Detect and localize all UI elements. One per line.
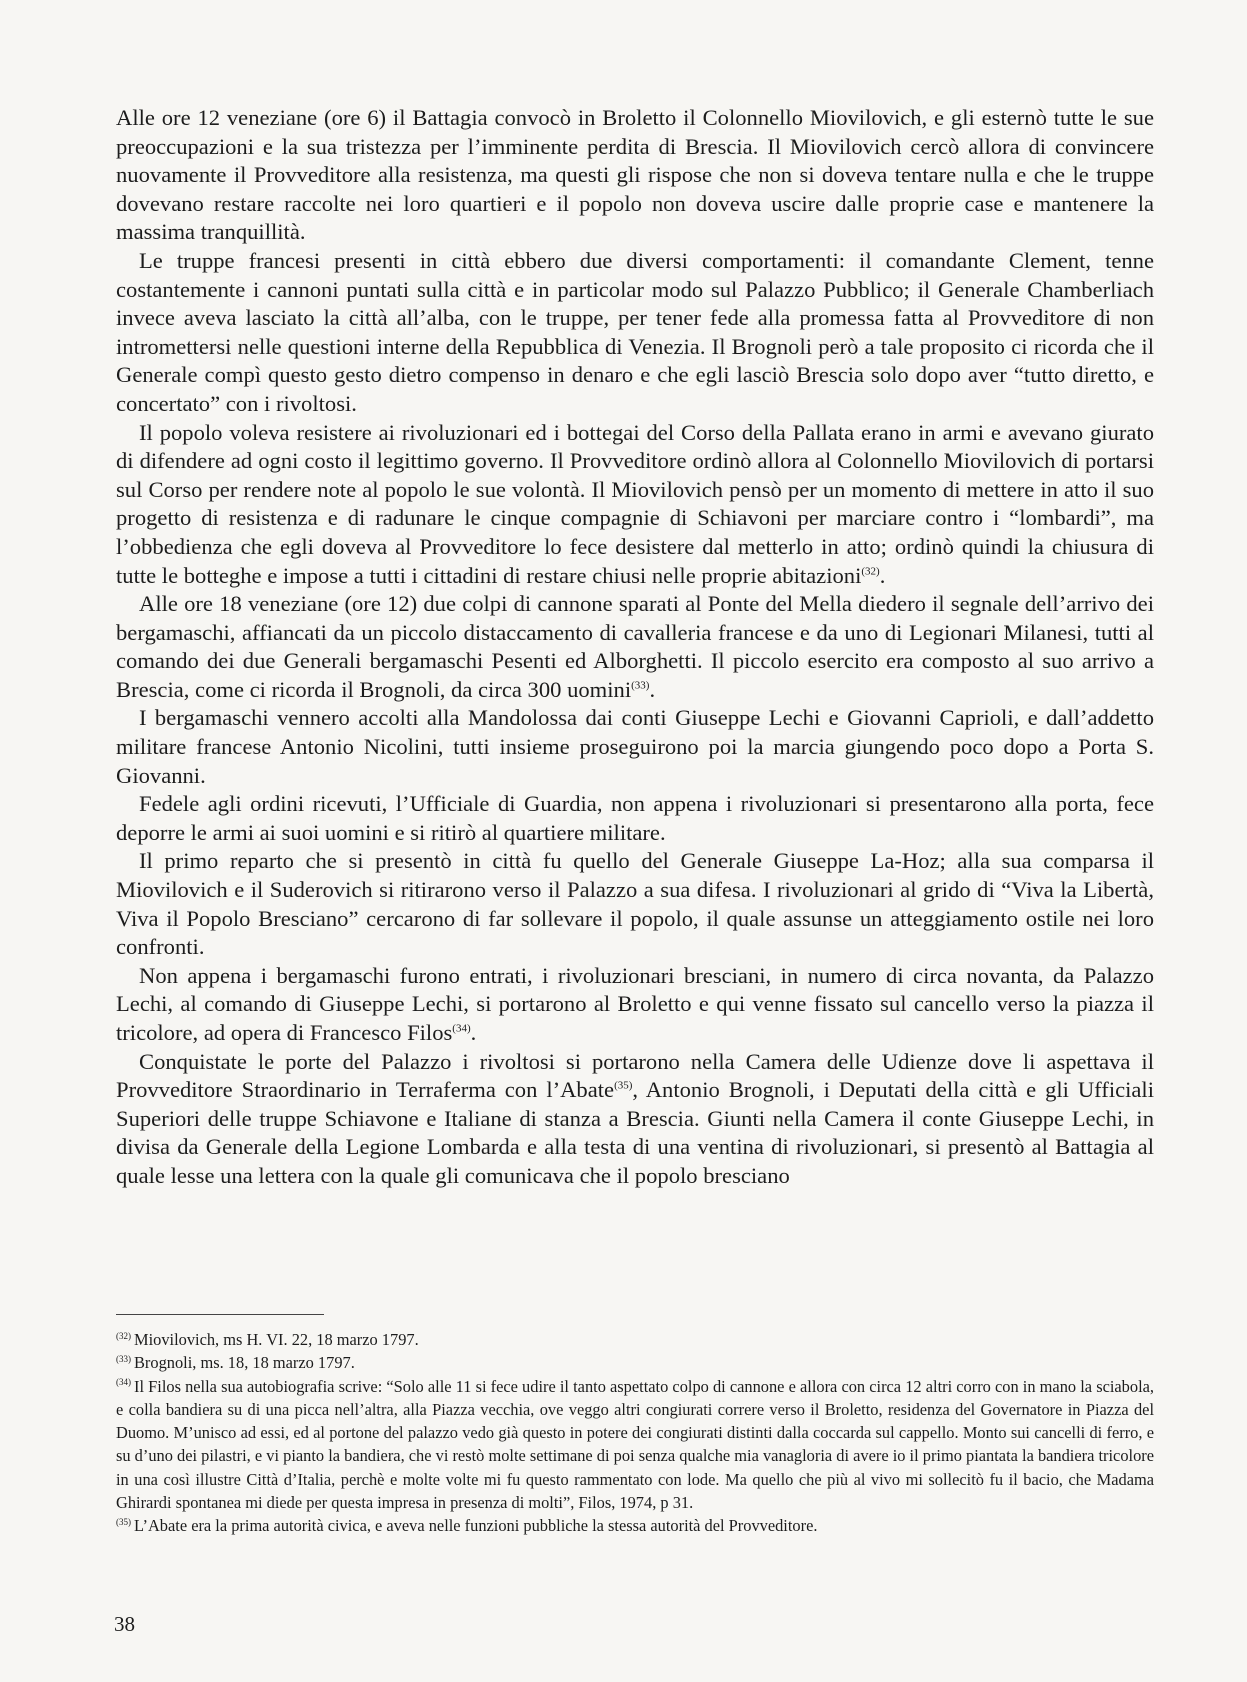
footnote-32 [116,1328,1154,1351]
paragraph-3-text: Il popolo voleva resistere ai rivoluzionari ed i bottegai del Corso della Pallata erano in armi e avevano giurato di difendere ad ogni costo il legittimo governo. Il Provveditore ordinò allora al Colonnello Miovilovich di portarsi sul Corso per rendere note al popolo le sue volontà. Il Miovilovich pensò per un momento di mettere in atto il suo progetto di resistenza e di radunare le cinque compagnie di Schiavoni per marciare contro i “lombardi”, ma l’obbedienza che egli doveva al Provveditore lo fece desistere dal metterlo in atto; ordinò quindi la chiusura di tutte le botteghe e impose a tutti i cittadini di restare chiusi nelle proprie abitazioni [116,419,1154,588]
footnote-35 [116,1514,1154,1537]
footnote-ref-35: (35) [614,1079,633,1092]
footnote-33 [116,1351,1154,1374]
footnote-ref-34: (34) [452,1022,471,1035]
paragraph-2-text: Le truppe francesi presenti in città ebbero due diversi comportamenti: il comandante Clement, tenne costantemente i cannoni puntati sulla città e in particolar modo sul Palazzo Pubblico; il Generale Chamberliach invece aveva lasciato la città all’alba, con le truppe, per tener fede alla promessa fatta al Provveditore di non intromettersi nelle questioni interne della Repubblica di Venezia. Il Brognoli però a tale proposito ci ricorda che il Generale compì questo gesto dietro compenso in denaro e che egli lasciò Brescia solo dopo aver “tutto diretto, e concertato” con i rivoltosi. [116,247,1154,416]
footnote-mark: (32) [116,1330,131,1341]
paragraph-6 [116,790,1154,847]
paragraph-4-tail: . [649,676,656,702]
paragraph-5-text: I bergamaschi vennero accolti alla Mandolossa dai conti Giuseppe Lechi e Giovanni Caprioli, e dall’addetto militare francese Antonio Nicolini, tutti insieme proseguirono poi la marcia giungendo poco dopo a Porta S. Giovanni. [116,705,1154,788]
footnotes [116,1328,1154,1538]
footnote-text: Brognoli, ms. 18, 18 marzo 1797. [134,1353,355,1373]
paragraph-8-tail: . [470,1020,477,1045]
paragraph-9 [116,1048,1154,1191]
footnote-text: Il Filos nella sua autobiografia scrive: “Solo alle 11 si fece udire il tanto aspettato colpo di cannone e allora con circa 12 altri corro con in mano la sciabola, e colla bandiera su di una picca nell’altra, alla Piazza vecchia, ove veggo altri congiurati correre verso il Broletto, residenza del Governatore in Piazza del Duomo. M’unisco ad essi, ed al portone del palazzo vedo già questo in potere dei congiurati distinti dalla coccarda sul cappello. Monto sui cancelli di ferro, e su d’uno dei pilastri, e vi pianto la bandiera, che vi restò molte settimane di poi senza qualche mia vanagloria di avere io il primo piantata la bandiera tricolore in una così illustre Città d’Italia, perchè e molte volte mi fu questo rammentato con lode. Ma quello che più al vivo mi sollecitò fu il bacio, che Madama Ghirardi spontanea mi diede per questa impresa in presenza di molti”, Filos, 1974, p 31. [116,1376,1154,1513]
paragraph-7 [116,847,1154,961]
paragraph-1 [116,104,1154,247]
footnote-ref-32: (32) [861,564,880,577]
footnote-text: L’Abate era la prima autorità civica, e aveva nelle funzioni pubbliche la stessa autorità del Provveditore. [134,1516,818,1536]
paragraph-9-tail: , Antonio Brognoli, i Deputati della città e gli Ufficiali Superiori delle truppe Schiavone e Italiane di stanza a Brescia. Giunti nella Camera il conte Giuseppe Lechi, in divisa da Generale della Legione Lombarda e alla testa di una ventina di rivoluzionari, si presentò al Battagia al quale lesse una lettera con la quale gli comunicava che il popolo bresciano [116,1077,1154,1188]
footnote-mark: (33) [116,1353,131,1364]
body-text [116,104,1154,1191]
paragraph-3-tail: . [879,562,886,588]
paragraph-4 [116,590,1154,704]
paragraph-4-text: Alle ore 18 veneziane (ore 12) due colpi di cannone sparati al Ponte del Mella diedero il segnale dell’arrivo dei bergamaschi, affiancati da un piccolo distaccamento di cavalleria francese e da uno di Legionari Milanesi, tutti al comando dei due Generali bergamaschi Pesenti ed Alborghetti. Il piccolo esercito era composto al suo arrivo a Brescia, come ci ricorda il Brognoli, da circa 300 uomini [116,591,1154,702]
paragraph-8-text: Non appena i bergamaschi furono entrati, i rivoluzionari bresciani, in numero di circa novanta, da Palazzo Lechi, al comando di Giuseppe Lechi, si portarono al Broletto e qui venne fissato sul cancello verso la piazza il tricolore, ad opera di Francesco Filos [116,962,1154,1045]
footnote-mark: (34) [116,1377,131,1388]
paragraph-5 [116,704,1154,790]
paragraph-7-text: Il primo reparto che si presentò in città fu quello del Generale Giuseppe La-Hoz; alla sua comparsa il Miovilovich e il Suderovich si ritirarono verso il Palazzo a sua difesa. I rivoluzionari al grido di “Viva la Libertà, Viva il Popolo Bresciano” cercarono di far sollevare il popolo, il quale assunse un atteggiamento ostile nei loro confronti. [116,848,1154,960]
page-number: 38 [114,1612,135,1636]
paragraph-3 [116,419,1154,591]
footnote-ref-33: (33) [631,679,650,692]
paragraph-1-text: Alle ore 12 veneziane (ore 6) il Battagia convocò in Broletto il Colonnello Miovilovich, e gli esternò tutte le sue preoccupazioni e la sua tristezza per l’imminente perdita di Brescia. Il Miovilovich cercò allora di convincere nuovamente il Provveditore alla resistenza, ma questi gli rispose che non si doveva tentare nulla e che le truppe dovevano restare raccolte nei loro quartieri e il popolo non doveva uscire dalle proprie case e mantenere la massima tranquillità. [116,105,1154,245]
footnote-separator [116,1314,324,1315]
paragraph-6-text: Fedele agli ordini ricevuti, l’Ufficiale di Guardia, non appena i rivoluzionari si presentarono alla porta, fece deporre le armi ai suoi uomini e si ritirò al quartiere militare. [116,791,1154,845]
paragraph-8 [116,962,1154,1048]
footnote-text: Miovilovich, ms H. VI. 22, 18 marzo 1797. [134,1330,419,1349]
footnote-mark: (35) [116,1516,131,1527]
paragraph-2 [116,247,1154,419]
footnote-34 [116,1375,1154,1515]
paragraph-9-text: Conquistate le porte del Palazzo i rivoltosi si portarono nella Camera delle Udienze dove li aspettava il Provveditore Straordinario in Terraferma con l’Abate [116,1048,1154,1103]
